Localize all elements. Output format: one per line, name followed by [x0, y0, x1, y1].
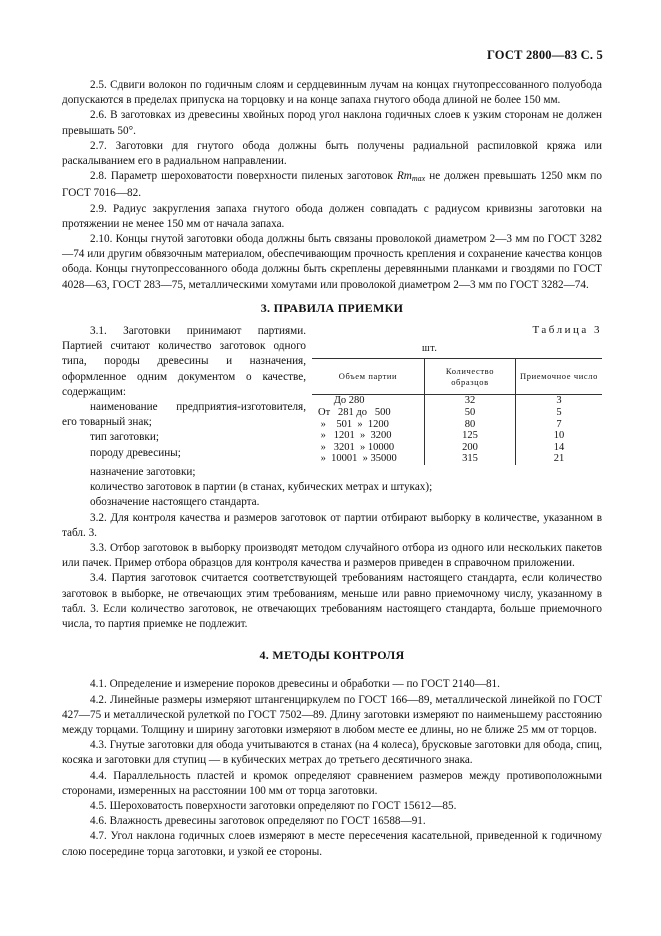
lot-size-cell: От 281 до 500 [318, 407, 391, 419]
paragraph-4-7: 4.7. Угол наклона годичных слоев измеряют в месте пересечения касательной, приведенной к годичному слою посередине торца заготовки, и узкой ее стороны. [62, 830, 602, 858]
header-sample-count: Количество образцов [425, 359, 516, 395]
lot-size-cell: » 10001 » 35000 [318, 453, 397, 465]
sample-count-cell: 200 [425, 442, 516, 454]
paragraph-2-8-start: 2.8. Параметр шероховатости поверхности пиленых заготовок [90, 170, 397, 183]
rm-subscript: max [411, 174, 426, 184]
paragraph-2-8 [62, 169, 602, 201]
list-item-standard: обозначение настоящего стандарта. [90, 496, 260, 509]
table-header-row [312, 359, 602, 395]
paragraph-4-5: 4.5. Шероховатость поверхности заготовки определяют по ГОСТ 15612—85. [90, 800, 457, 813]
table-units: шт. [422, 343, 438, 355]
table-row [312, 442, 602, 454]
paragraph-3-3: 3.3. Отбор заготовок в выборку производят методом случайного отбора из одного или нескольких пакетов или пачек. Пример отбора образцов для контроля качества и размеров приведен в справочном приложении. [62, 542, 602, 570]
section-3-left-column [62, 324, 306, 465]
header-acceptance-number: Приемочное число [516, 359, 603, 395]
table-row [312, 395, 602, 407]
table-row [312, 430, 602, 442]
section-4-title: 4. МЕТОДЫ КОНТРОЛЯ [259, 648, 405, 663]
paragraph-4-6: 4.6. Влажность древесины заготовок определяют по ГОСТ 16588—91. [90, 815, 426, 828]
paragraph-4-1: 4.1. Определение и измерение пороков древесины и обработки — по ГОСТ 2140—81. [90, 678, 500, 691]
table-row [312, 453, 602, 465]
sample-count-cell: 315 [425, 453, 516, 465]
sample-count-cell: 80 [425, 419, 516, 431]
paragraph-2-7: 2.7. Заготовки для гнутого обода должны быть получены радиальной распиловкой кряжа или раскалыванием его в радиальном направлении. [62, 139, 602, 168]
acceptance-number-cell: 10 [516, 430, 603, 442]
header-lot-size: Объем партии [312, 359, 425, 395]
paragraph-4-4: 4.4. Параллельность пластей и кромок определяют сравнением размеров между противоположными сторонами, измеренных на расстоянии 100 мм от торца заготовки. [62, 769, 602, 797]
lot-size-cell: » 1201 » 3200 [318, 430, 392, 442]
table-row [312, 407, 602, 419]
paragraph-3-2: 3.2. Для контроля качества и размеров заготовок от партии отбирают выборку в количестве, указанном в табл. 3. [62, 511, 602, 539]
acceptance-number-cell: 7 [516, 419, 603, 431]
sample-count-cell: 125 [425, 430, 516, 442]
table-3-block [312, 324, 602, 465]
rm-symbol: Rm [396, 170, 412, 183]
document-body [62, 78, 602, 860]
paragraph-2-9: 2.9. Радиус закругления запаха гнутого обода должен совпадать с радиусом кривизны заготовки на протяжении не менее 150 мм от начала запаха. [62, 202, 602, 230]
list-item-species: породу древесины; [90, 446, 181, 459]
table-caption: Таблица 3 [532, 324, 602, 337]
table-row [312, 419, 602, 431]
acceptance-number-cell: 5 [516, 407, 603, 419]
paragraph-2-6: 2.6. В заготовках из древесины хвойных пород угол наклона годичных слоев к узким сторонам не должен превышать 50°. [62, 109, 602, 137]
list-item-manufacturer: наименование предприятия-изготовителя, его товарный знак; [62, 401, 306, 429]
paragraph-3-1: 3.1. Заготовки принимают партиями. Партией считают количество заготовок одного типа, породы древесины и назначения, оформленное одним документом о качестве, содержащим: [62, 325, 306, 398]
acceptance-number-cell: 3 [516, 395, 603, 407]
acceptance-table [312, 358, 602, 465]
section-3-intro [62, 324, 602, 465]
section-3-title: 3. ПРАВИЛА ПРИЕМКИ [260, 300, 404, 315]
page-header: ГОСТ 2800—83 С. 5 [486, 48, 603, 62]
paragraph-4-2: 4.2. Линейные размеры измеряют штангенциркулем по ГОСТ 166—89, металлической линейкой по ГОСТ 427—75 и металлической рулеткой по ГОСТ 7502—89. Длину заготовки измеряют по наименьшему расстоянию между торцами. Толщину и ширину заготовки измеряют в любом месте ее длины, но не ближе 25 мм от торцов. [62, 693, 602, 737]
sample-count-cell: 32 [425, 395, 516, 407]
lot-size-cell: » 3201 » 10000 [318, 441, 395, 453]
paragraph-2-5: 2.5. Сдвиги волокон по годичным слоям и сердцевинным лучам на концах гнутопрессованного полуобода допускаются в пределах припуска на торцовку и на конце запаха гнутого обода длиной не более 150 мм. [62, 79, 602, 107]
list-item-type: тип заготовки; [90, 431, 159, 444]
lot-size-cell: » 501 » 1200 [318, 418, 389, 430]
paragraph-2-8-end: не должен превышать 1250 мкм по ГОСТ 7016—82. [62, 170, 602, 200]
paragraph-4-3: 4.3. Гнутые заготовки для обода учитываются в станах (на 4 колеса), брусковые заготовки для обода, спиц, косяка и заготовки для ступиц — в кубических метрах до третьего десятичного знака. [62, 739, 602, 767]
list-item-purpose: назначение заготовки; [90, 466, 196, 479]
paragraph-2-10: 2.10. Концы гнутой заготовки обода должны быть связаны проволокой диаметром 2—3 мм по ГОСТ 3282—74 или другим обвязочным материалом, обеспечивающим прочность крепления и сохранение качества концов обода. Концы гнутопрессованного обода должны быть скреплены деревянными планками и гвоздями по ГОСТ 4028—63, ГОСТ 283—75, металлическими хомутами или проволокой диаметром 2—3 мм по ГОСТ 3282—74. [62, 233, 602, 291]
paragraph-3-4: 3.4. Партия заготовок считается соответствующей требованиям настоящего стандарта, если количество заготовок в выборке, не отвечающих этим требованиям, меньше или равно приемочному числу, указанному в табл. 3. Если количество заготовок, не отвечающих требованиям настоящего стандарта, больше приемочного числа, то партия приемке не подлежит. [62, 572, 602, 631]
acceptance-number-cell: 21 [516, 453, 603, 465]
list-item-quantity: количество заготовок в партии (в станах, кубических метрах и штуках); [90, 481, 433, 494]
lot-size-cell: До 280 [318, 395, 365, 407]
sample-count-cell: 50 [425, 407, 516, 419]
acceptance-number-cell: 14 [516, 442, 603, 454]
